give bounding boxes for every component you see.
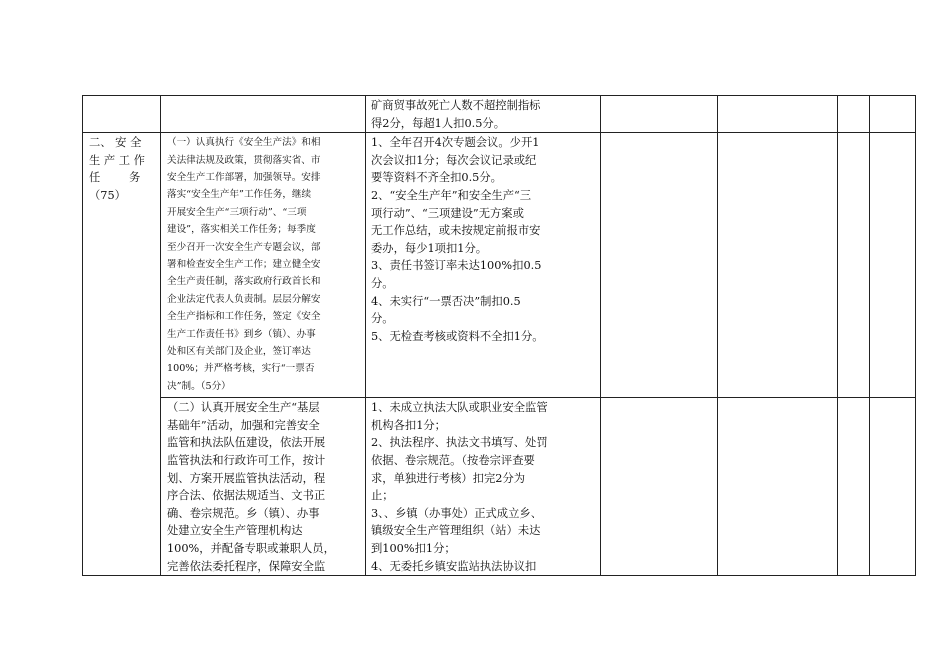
content-cell bbox=[161, 133, 366, 398]
blank-cell bbox=[718, 96, 838, 133]
blank-cell bbox=[601, 96, 718, 133]
content-cell bbox=[161, 96, 366, 133]
blank-cell bbox=[838, 96, 870, 133]
blank-cell bbox=[870, 96, 916, 133]
blank-cell bbox=[870, 398, 916, 576]
content-cell bbox=[161, 398, 366, 576]
scoring-text: 1、未成立执法大队或职业安全监管 机构各扣1分； 2、执法程序、执法文书填写、处罚 依据、卷宗规范。（按卷宗评查要 求，单独进行考核）扣完2分为 止； 3、、乡镇（办事处）正式成立乡、 镇级安全生产管理组织（站）未达 到100%扣1分； 4、无委托乡镇安监站执法协议扣 bbox=[371, 401, 548, 573]
table-row bbox=[83, 133, 916, 398]
blank-cell bbox=[718, 133, 838, 398]
blank-cell bbox=[838, 133, 870, 398]
scoring-text: 矿商贸事故死亡人数不超控制指标 得2分，每超1人扣0.5分。 bbox=[371, 99, 541, 130]
scoring-cell bbox=[366, 133, 601, 398]
scoring-cell bbox=[366, 96, 601, 133]
assessment-table bbox=[82, 95, 916, 576]
blank-cell bbox=[601, 133, 718, 398]
table-row bbox=[83, 96, 916, 133]
table-row bbox=[83, 398, 916, 576]
section-label: 二、 安 全 生 产 工 作 任 务 （75） bbox=[89, 136, 145, 202]
scoring-cell bbox=[366, 398, 601, 576]
section-cell bbox=[83, 96, 161, 133]
blank-cell bbox=[601, 398, 718, 576]
scoring-text: 1、全年召开4次专题会议。少开1 次会议扣1分；每次会议记录或纪 要等资料不齐全扣0.5分。 2、“安全生产年”和安全生产“三 项行动”、“三项建设”无方案或 无工作总结，或未按规定前报市安 委办，每少1项扣1分。 3、责任书签订率未达100%扣0.5 分。 4、未实行“一票否决”制扣0.5 分。 5、无检查考核或资料不全扣1分。 bbox=[371, 136, 544, 343]
blank-cell bbox=[718, 398, 838, 576]
section-cell bbox=[83, 133, 161, 576]
content-text: （二）认真开展安全生产“基层 基础年”活动，加强和完善安全 监管和执法队伍建设，依法开展 监管执法和行政许可工作，按计 划、方案开展监管执法活动，程 序合法、依据法规适当、文书正 确、卷宗规范。乡（镇）、办事 处建立安全生产管理机构达 100%，并配备专职或兼职人员， 完善依法委托程序，保障安全监 bbox=[167, 401, 335, 573]
content-text: （一）认真执行《安全生产法》和相 关法律法规及政策，贯彻落实省、市 安全生产工作部署，加强领导。安排 落实“安全生产年”工作任务，继续 开展安全生产“三项行动”、“三项 建设”，落实相关工作任务；每季度 至少召开一次安全生产专题会议，部 署和检查安全生产工作；建立健全安 全生产责任制，落实政府行政首长和 企业法定代表人负责制。层层分解安 全生产指标和工作任务，签定《安全 生产工作责任书》到乡（镇）、办事 处和区有关部门及企业，签订率达 100%；并严格考核，实行“一票否 决”制。（5分） bbox=[167, 137, 321, 392]
blank-cell bbox=[838, 398, 870, 576]
blank-cell bbox=[870, 133, 916, 398]
